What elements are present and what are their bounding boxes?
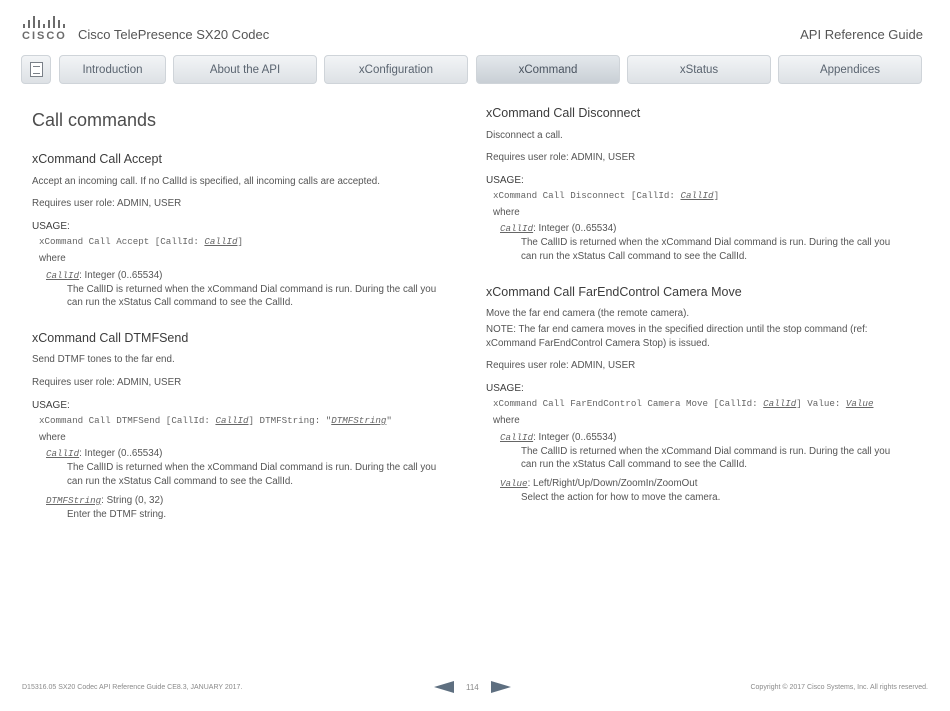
right-column (486, 105, 906, 525)
tab-xstatus[interactable]: xStatus (627, 55, 771, 84)
param-description: The CallID is returned when the xCommand Dial command is run. During the call you can run the xStatus Call command to see the CallId. (67, 283, 437, 309)
tab-xconfiguration[interactable]: xConfiguration (324, 55, 468, 84)
section-call-farendcontrol (486, 284, 906, 505)
section-title: xCommand Call Accept (32, 152, 162, 167)
section-title: xCommand Call FarEndControl Camera Move (486, 284, 742, 299)
cisco-logo (22, 15, 66, 43)
param-dtmfstring: DTMFString: String (0, 32) (46, 494, 164, 506)
user-role: Requires user role: ADMIN, USER (32, 198, 182, 210)
document-icon (30, 62, 43, 77)
usage-code: xCommand Call FarEndControl Camera Move [CallId: CallId] Value: Value (493, 398, 874, 410)
where-label: where (493, 414, 520, 426)
guide-title: API Reference Guide (800, 27, 923, 42)
cisco-logo-text: CISCO (22, 30, 67, 42)
nav-tabs (0, 54, 950, 86)
tab-introduction[interactable]: Introduction (59, 55, 166, 84)
left-column (32, 105, 447, 541)
section-note: NOTE: The far end camera moves in the specified direction until the stop command (ref: xCommand FarEndControl Camera Stop) is issued. (486, 323, 868, 349)
tab-appendices[interactable]: Appendices (778, 55, 922, 84)
page-number: 114 (466, 682, 479, 692)
section-title: xCommand Call DTMFSend (32, 330, 189, 345)
where-label: where (39, 431, 66, 443)
usage-label: USAGE: (32, 399, 70, 411)
usage-label: USAGE: (32, 221, 70, 233)
section-description: Move the far end camera (the remote camera). (486, 308, 690, 320)
footer-copyright: Copyright © 2017 Cisco Systems, Inc. All rights reserved. (750, 684, 928, 691)
param-description: The CallID is returned when the xCommand Dial command is run. During the call you can run the xStatus Call command to see the CallId. (521, 237, 891, 263)
pager (434, 681, 511, 693)
doc-title: Cisco TelePresence SX20 Codec (78, 27, 270, 42)
section-description: Accept an incoming call. If no CallId is specified, all incoming calls are accepted. (32, 175, 380, 187)
section-description: Disconnect a call. (486, 129, 563, 141)
section-title: xCommand Call Disconnect (486, 106, 641, 120)
next-page-icon[interactable] (491, 681, 511, 693)
section-call-disconnect (486, 105, 906, 264)
usage-code: xCommand Call Disconnect [CallId: CallId] (493, 189, 720, 201)
param-description: Select the action for how to move the camera. (521, 491, 721, 503)
toc-button[interactable] (21, 55, 51, 84)
user-role: Requires user role: ADMIN, USER (32, 377, 182, 389)
page-title: Call commands (32, 110, 157, 130)
param-description: Enter the DTMF string. (67, 508, 167, 520)
section-description: Send DTMF tones to the far end. (32, 354, 175, 366)
footer-doc-id: D15316.05 SX20 Codec API Reference Guide CE8.3, JANUARY 2017. (22, 684, 243, 691)
user-role: Requires user role: ADMIN, USER (486, 152, 636, 164)
section-call-dtmfsend (32, 330, 447, 521)
param-callid: CallId: Integer (0..65534) (500, 431, 617, 443)
param-value: Value: Left/Right/Up/Down/ZoomIn/ZoomOut (500, 477, 698, 489)
tab-about-the-api[interactable]: About the API (173, 55, 317, 84)
usage-code: xCommand Call Accept [CallId: CallId] (39, 236, 244, 248)
param-callid: CallId: Integer (0..65534) (46, 448, 163, 460)
usage-code: xCommand Call DTMFSend [CallId: CallId] DTMFString: "DTMFString" (39, 414, 392, 426)
param-description: The CallID is returned when the xCommand Dial command is run. During the call you can run the xStatus Call command to see the CallId. (521, 445, 891, 471)
user-role: Requires user role: ADMIN, USER (486, 360, 636, 372)
tab-xcommand[interactable]: xCommand (476, 55, 620, 84)
where-label: where (493, 206, 520, 218)
where-label: where (39, 252, 66, 264)
section-call-accept (32, 151, 447, 310)
cisco-bars-icon (23, 15, 66, 28)
usage-label: USAGE: (486, 174, 524, 186)
param-description: The CallID is returned when the xCommand Dial command is run. During the call you can run the xStatus Call command to see the CallId. (67, 462, 437, 488)
usage-label: USAGE: (486, 383, 524, 395)
param-callid: CallId: Integer (0..65534) (46, 269, 163, 281)
page-header (0, 0, 950, 50)
param-callid: CallId: Integer (0..65534) (500, 223, 617, 235)
previous-page-icon[interactable] (434, 681, 454, 693)
